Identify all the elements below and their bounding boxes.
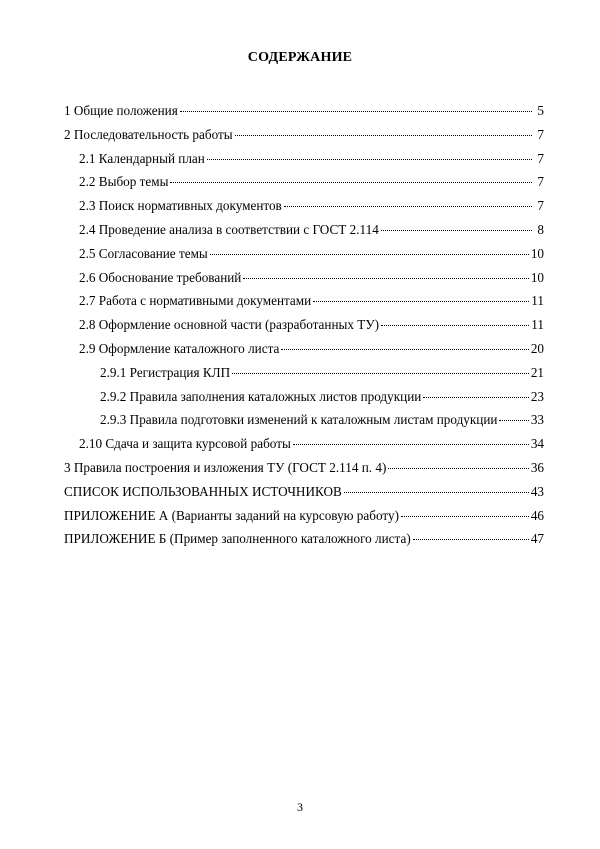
toc-dot-leader: [235, 135, 532, 136]
toc-entry: [64, 125, 544, 149]
toc-entry: [64, 458, 544, 482]
toc-dot-leader: [232, 373, 529, 374]
toc-entry: [64, 149, 544, 173]
toc-entry: [64, 434, 544, 458]
toc-dot-leader: [281, 349, 528, 350]
toc-entry-page: 36: [530, 459, 544, 475]
toc-entry-title: СПИСОК ИСПОЛЬЗОВАННЫХ ИСТОЧНИКОВ: [64, 483, 342, 499]
toc-entry-title: ПРИЛОЖЕНИЕ А (Варианты заданий на курсовую работу): [64, 507, 399, 523]
toc-dot-leader: [170, 182, 532, 183]
toc-entry-title: 2.7 Работа с нормативными документами: [79, 293, 312, 309]
toc-entry: [64, 268, 544, 292]
toc-dot-leader: [210, 254, 529, 255]
toc-entry-page: 23: [530, 388, 544, 404]
toc-entry-page: 7: [537, 174, 544, 190]
toc-entry: [64, 529, 544, 553]
toc-entry-title: 2.4 Проведение анализа в соответствии с ГОСТ 2.114: [79, 221, 379, 237]
toc-entry: [64, 315, 544, 339]
toc-entry: [64, 244, 544, 268]
toc-entry-page: 43: [530, 483, 544, 499]
toc-dot-leader: [293, 444, 529, 445]
toc-entry-title: 1 Общие положения: [64, 103, 178, 118]
page-title: СОДЕРЖАНИЕ: [247, 50, 353, 65]
toc-entry-page: 7: [537, 126, 544, 142]
toc-entry-page: 34: [530, 436, 544, 452]
toc-dot-leader: [243, 278, 528, 279]
toc-dot-leader: [313, 301, 529, 302]
toc-dot-leader: [401, 516, 529, 517]
toc-entry: [64, 196, 544, 220]
toc-entry-page: 11: [531, 293, 544, 309]
toc-entry-title: 2.9.2 Правила заполнения каталожных листов продукции: [100, 388, 422, 404]
toc-entry-title: ПРИЛОЖЕНИЕ Б (Пример заполненного каталожного листа): [64, 531, 411, 547]
toc-entry-title: 3 Правила построения и изложения ТУ (ГОСТ 2.114 п. 4): [64, 459, 387, 475]
toc-entry-page: 46: [530, 507, 544, 523]
toc-dot-leader: [388, 468, 528, 469]
toc-entry: [64, 339, 544, 363]
toc-entry-page: 7: [537, 198, 544, 214]
toc-entry-page: 5: [537, 103, 544, 118]
toc-entry-title: 2.6 Обоснование требований: [79, 269, 242, 285]
toc-dot-leader: [284, 206, 532, 207]
toc-entry: [64, 220, 544, 244]
toc-entry-page: 33: [530, 412, 544, 428]
toc-entry-page: 7: [537, 150, 544, 166]
toc-entry: [64, 172, 544, 196]
toc-entry-title: 2.9 Оформление каталожного листа: [79, 340, 280, 356]
toc-entry-page: 47: [530, 531, 544, 547]
toc-entry: [64, 387, 544, 411]
toc-entry: [64, 291, 544, 315]
toc-dot-leader: [423, 397, 528, 398]
toc-entry: [64, 410, 544, 434]
toc-dot-leader: [413, 539, 529, 540]
toc-entry-title: 2.3 Поиск нормативных документов: [79, 198, 282, 214]
toc-entry: [64, 506, 544, 530]
toc-dot-leader: [381, 325, 529, 326]
toc-entry-title: 2.5 Согласование темы: [79, 245, 208, 261]
table-of-contents: [64, 101, 544, 553]
toc-entry-title: 2.10 Сдача и защита курсовой работы: [79, 436, 291, 452]
toc-entry-page: 11: [531, 317, 544, 333]
toc-entry: [64, 363, 544, 387]
toc-entry-title: 2 Последовательность работы: [64, 126, 233, 142]
toc-entry: [64, 101, 544, 125]
toc-entry-title: 2.2 Выбор темы: [79, 174, 169, 190]
toc-entry-page: 20: [530, 340, 544, 356]
toc-dot-leader: [207, 159, 532, 160]
toc-dot-leader: [499, 420, 528, 421]
toc-dot-leader: [344, 492, 529, 493]
toc-entry-page: 8: [537, 221, 544, 237]
page-number: 3: [297, 800, 303, 814]
toc-entry-title: 2.9.3 Правила подготовки изменений к каталожным листам продукции: [100, 412, 498, 428]
toc-entry-title: 2.1 Календарный план: [79, 150, 205, 166]
toc-dot-leader: [180, 111, 532, 112]
toc-entry: [64, 482, 544, 506]
toc-entry-title: 2.8 Оформление основной части (разработанных ТУ): [79, 317, 380, 333]
toc-entry-page: 10: [530, 269, 544, 285]
toc-entry-title: 2.9.1 Регистрация КЛП: [100, 364, 231, 380]
toc-entry-page: 21: [530, 364, 544, 380]
toc-dot-leader: [381, 230, 532, 231]
toc-entry-page: 10: [530, 245, 544, 261]
